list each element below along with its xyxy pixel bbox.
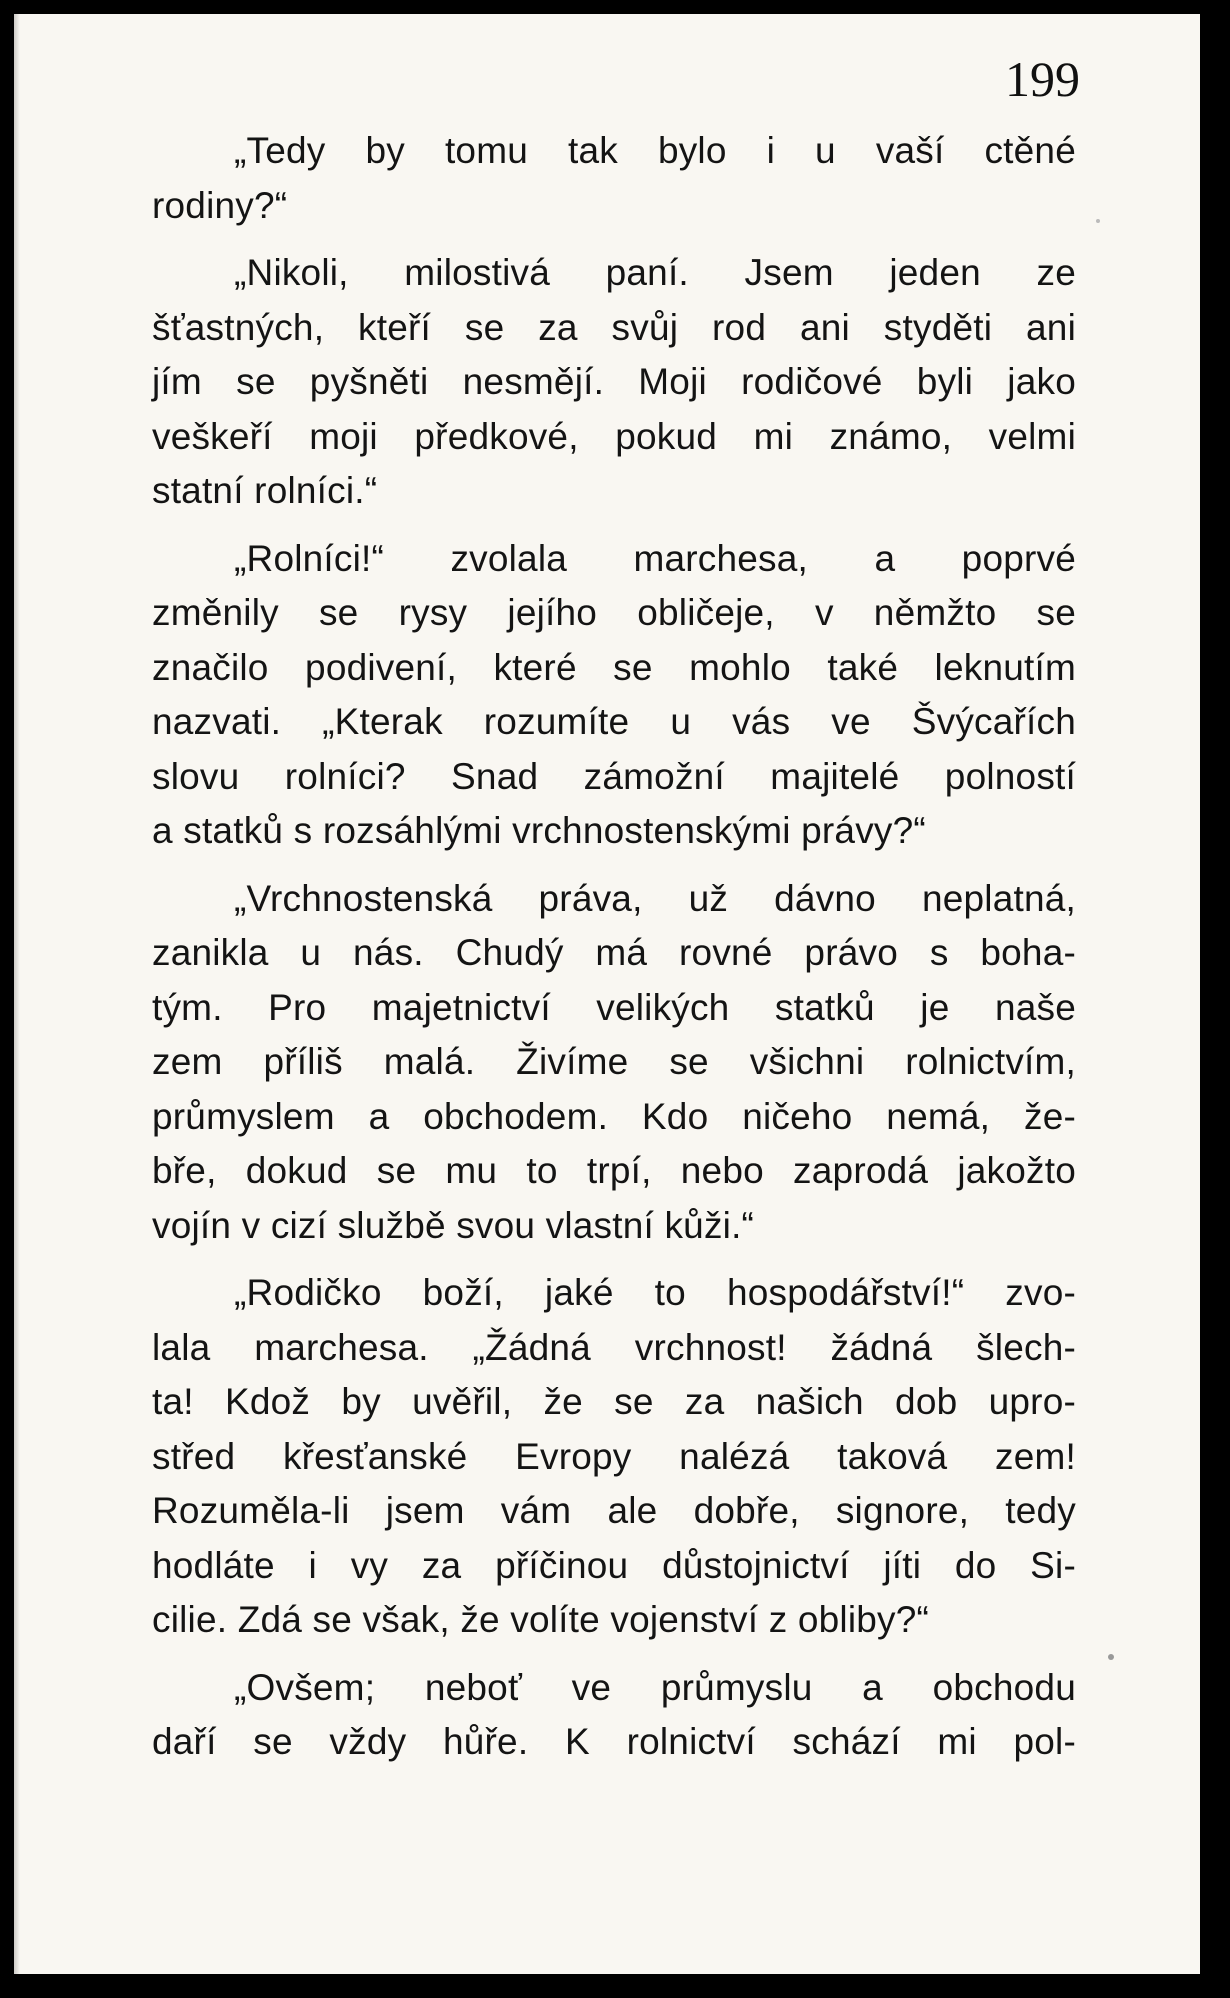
text-line: lala marchesa. „Žádná vrchnost! žádná šlech-	[152, 1326, 1076, 1368]
paragraph	[152, 1266, 1076, 1648]
text-line: jím se pyšněti nesmějí. Moji rodičové byli jako	[152, 361, 1076, 402]
book-page	[14, 14, 1200, 1974]
page-edge-shadow	[14, 14, 20, 1974]
text-line: zem příliš malá. Živíme se všichni rolnictvím,	[152, 1041, 1076, 1082]
text-line: tým. Pro majetnictví velikých statků je naše	[152, 986, 1076, 1028]
text-line: „Rolníci!“ zvolala marchesa, a poprvé	[234, 537, 1076, 579]
text-line: „Tedy by tomu tak bylo i u vaší ctěné	[234, 130, 1076, 171]
text-line: daří se vždy hůře. K rolnictví schází mi pol-	[152, 1721, 1076, 1762]
paragraph	[152, 1661, 1076, 1770]
text-line: veškeří moji předkové, pokud mi známo, velmi	[152, 415, 1076, 457]
text-line: a statků s rozsáhlými vrchnostenskými právy?“	[152, 810, 926, 851]
text-line: nazvati. „Kterak rozumíte u vás ve Švýcařích	[152, 701, 1076, 742]
text-line: cilie. Zdá se však, že volíte vojenství z obliby?“	[152, 1599, 930, 1640]
text-line: šťastných, kteří se za svůj rod ani styděti ani	[152, 306, 1076, 348]
paragraph	[152, 872, 1076, 1254]
text-line: vojín v cizí službě svou vlastní kůži.“	[152, 1204, 755, 1246]
text-line: hodláte i vy za příčinou důstojnictví jíti do Si-	[152, 1544, 1076, 1586]
text-line: rodiny?“	[152, 184, 288, 226]
body-text	[152, 124, 1076, 1783]
text-line: Rozuměla-li jsem vám ale dobře, signore, tedy	[152, 1490, 1076, 1531]
text-line: „Vrchnostenská práva, už dávno neplatná,	[234, 877, 1076, 919]
text-line: střed křesťanské Evropy nalézá taková zem!	[152, 1435, 1076, 1477]
text-line: „Rodičko boží, jaké to hospodářství!“ zvo-	[234, 1272, 1076, 1313]
text-line: ta! Kdož by uvěřil, že se za našich dob upro-	[152, 1381, 1076, 1422]
text-line: bře, dokud se mu to trpí, nebo zaprodá jakožto	[152, 1150, 1076, 1191]
text-line: slovu rolníci? Snad zámožní majitelé polností	[152, 755, 1076, 797]
text-line: změnily se rysy jejího obličeje, v němžto se	[152, 592, 1076, 633]
paragraph	[152, 532, 1076, 859]
text-line: statní rolníci.“	[152, 470, 378, 511]
paper-speck	[1096, 219, 1100, 223]
paragraph	[152, 246, 1076, 519]
text-line: „Nikoli, milostivá paní. Jsem jeden ze	[234, 252, 1076, 293]
text-line: zanikla u nás. Chudý má rovné právo s boha-	[152, 932, 1076, 973]
paper-speck	[1108, 1654, 1114, 1660]
text-line: průmyslem a obchodem. Kdo ničeho nemá, že-	[152, 1095, 1076, 1137]
text-line: značilo podivení, které se mohlo také leknutím	[152, 646, 1076, 688]
page-number: 199	[1005, 51, 1080, 107]
text-line: „Ovšem; neboť ve průmyslu a obchodu	[234, 1666, 1076, 1708]
paragraph	[152, 124, 1076, 233]
